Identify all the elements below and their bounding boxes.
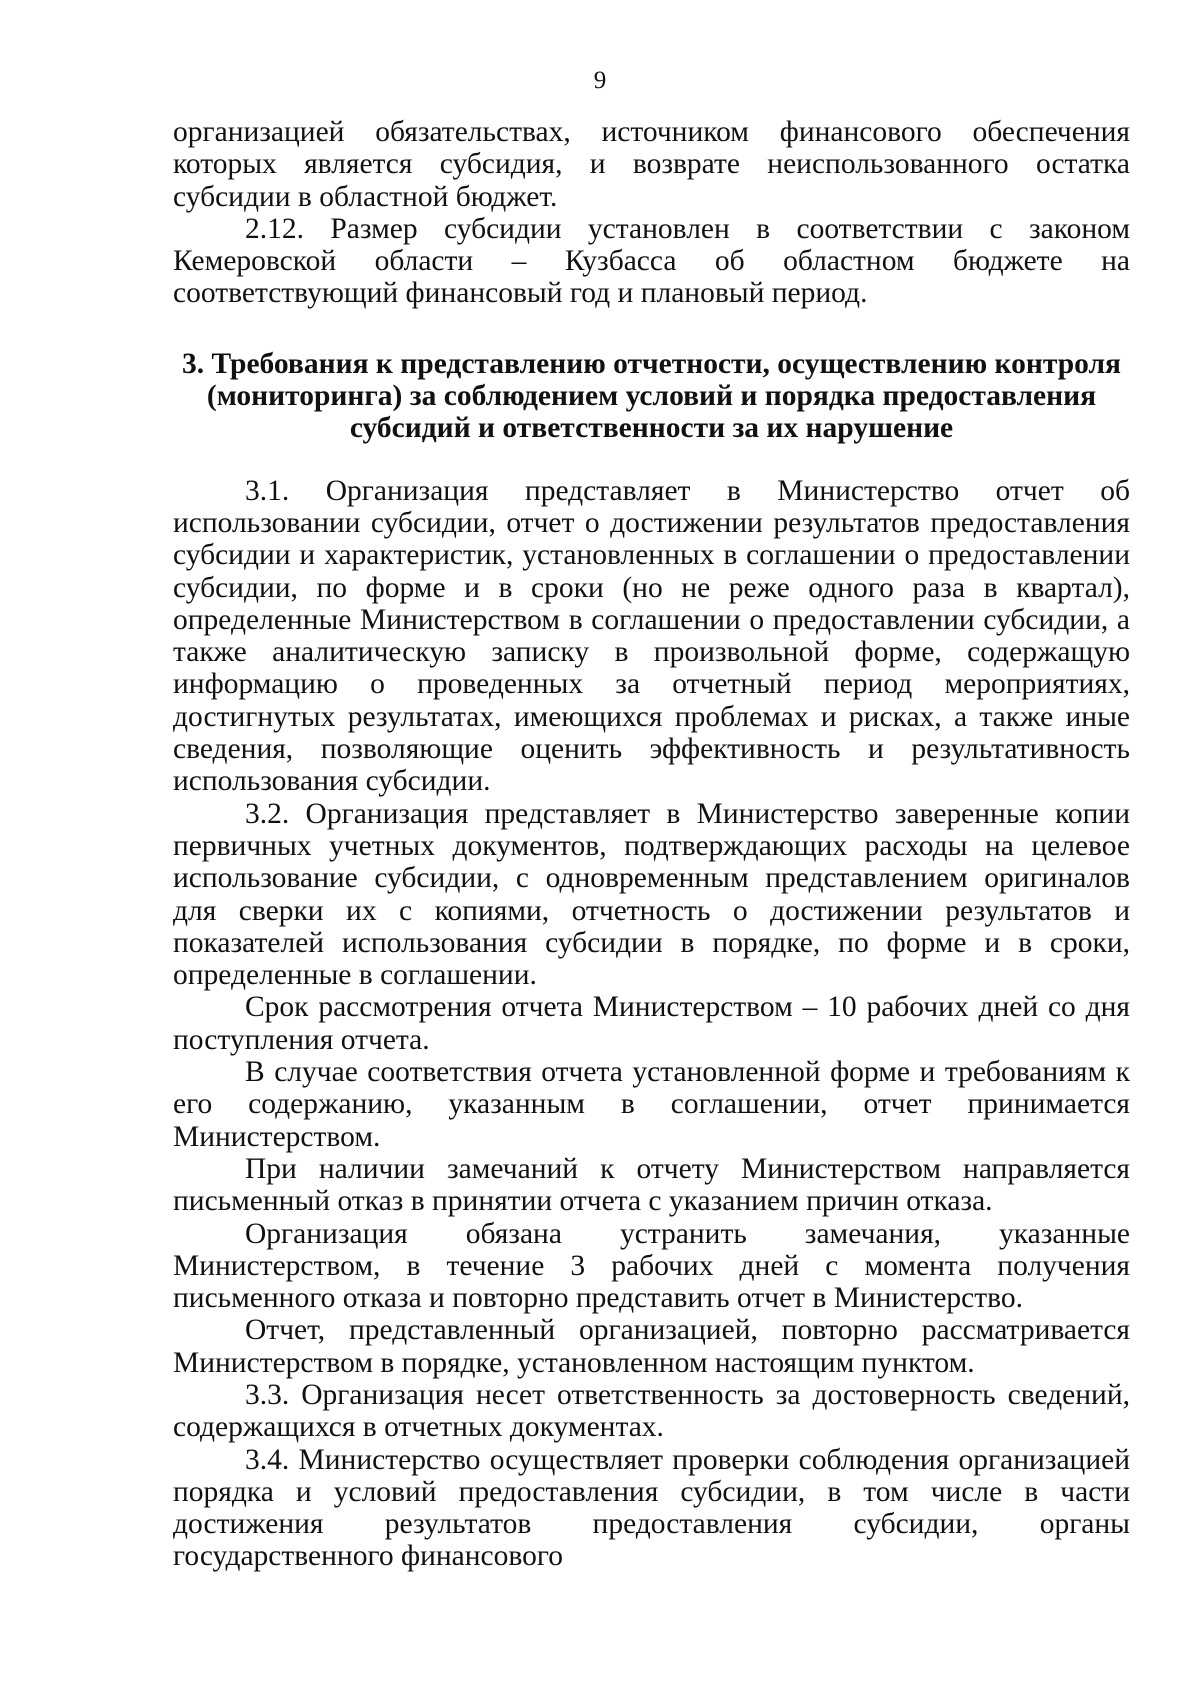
section-3-heading: 3. Требования к представлению отчетности, осуществлению контроля (мониторинга) за соблюдением условий и порядка предоставления субсидий и ответственности за их нарушение [181,347,1122,445]
paragraph-3-3: 3.3. Организация несет ответственность за достоверность сведений, содержащихся в отчетных документах. [173,1378,1130,1444]
paragraph-report-accepted: В случае соответствия отчета установленной форме и требованиям к его содержанию, указанным в соглашении, отчет принимается Министерством. [173,1056,1130,1153]
paragraph-review-term: Срок рассмотрения отчета Министерством – 10 рабочих дней со дня поступления отчета. [173,991,1130,1056]
paragraph-report-resubmitted: Отчет, представленный организацией, повторно рассматривается Министерством в порядке, установленном настоящим пунктом. [173,1314,1130,1379]
paragraph-3-2: 3.2. Организация представляет в Министерство заверенные копии первичных учетных документов, подтверждающих расходы на целевое использование субсидии, с одновременным представлением оригиналов для сверки их с копиями, отчетность о достижении результатов и показателей использования субсидии в порядке, по форме и в сроки, определенные в соглашении. [173,797,1130,992]
paragraph-continuation: организацией обязательствах, источником финансового обеспечения которых является субсидия, и возврате неиспользованного остатка субсидии в областной бюджет. [173,116,1130,213]
paragraph-2-12: 2.12. Размер субсидии установлен в соответствии с законом Кемеровской области – Кузбасса об областном бюджете на соответствующий финансовый год и плановый период. [173,212,1130,310]
page-number: 9 [593,67,607,94]
paragraph-remarks-fix: Организация обязана устранить замечания, указанные Министерством, в течение 3 рабочих дней с момента получения письменного отказа и повторно представить отчет в Министерство. [173,1217,1130,1315]
paragraph-report-rejected: При наличии замечаний к отчету Министерством направляется письменный отказ в принятии отчета с указанием причин отказа. [173,1152,1130,1218]
document-body [173,116,1130,1573]
paragraph-3-4: 3.4. Министерство осуществляет проверки соблюдения организацией порядка и условий предоставления субсидии, в том числе в части достижения результатов предоставления субсидии, органы государственного финансового [173,1443,1130,1573]
paragraph-3-1: 3.1. Организация представляет в Министерство отчет об использовании субсидии, отчет о достижении результатов предоставления субсидии и характеристик, установленных в соглашении о предоставлении субсидии, по форме и в сроки (но не реже одного раза в квартал), определенные Министерством в соглашении о предоставлении субсидии, а также аналитическую записку в произвольной форме, содержащую информацию о проведенных за отчетный период мероприятиях, достигнутых результатах, имеющихся проблемах и рисках, а также иные сведения, позволяющие оценить эффективность и результативность использования субсидии. [173,474,1130,798]
